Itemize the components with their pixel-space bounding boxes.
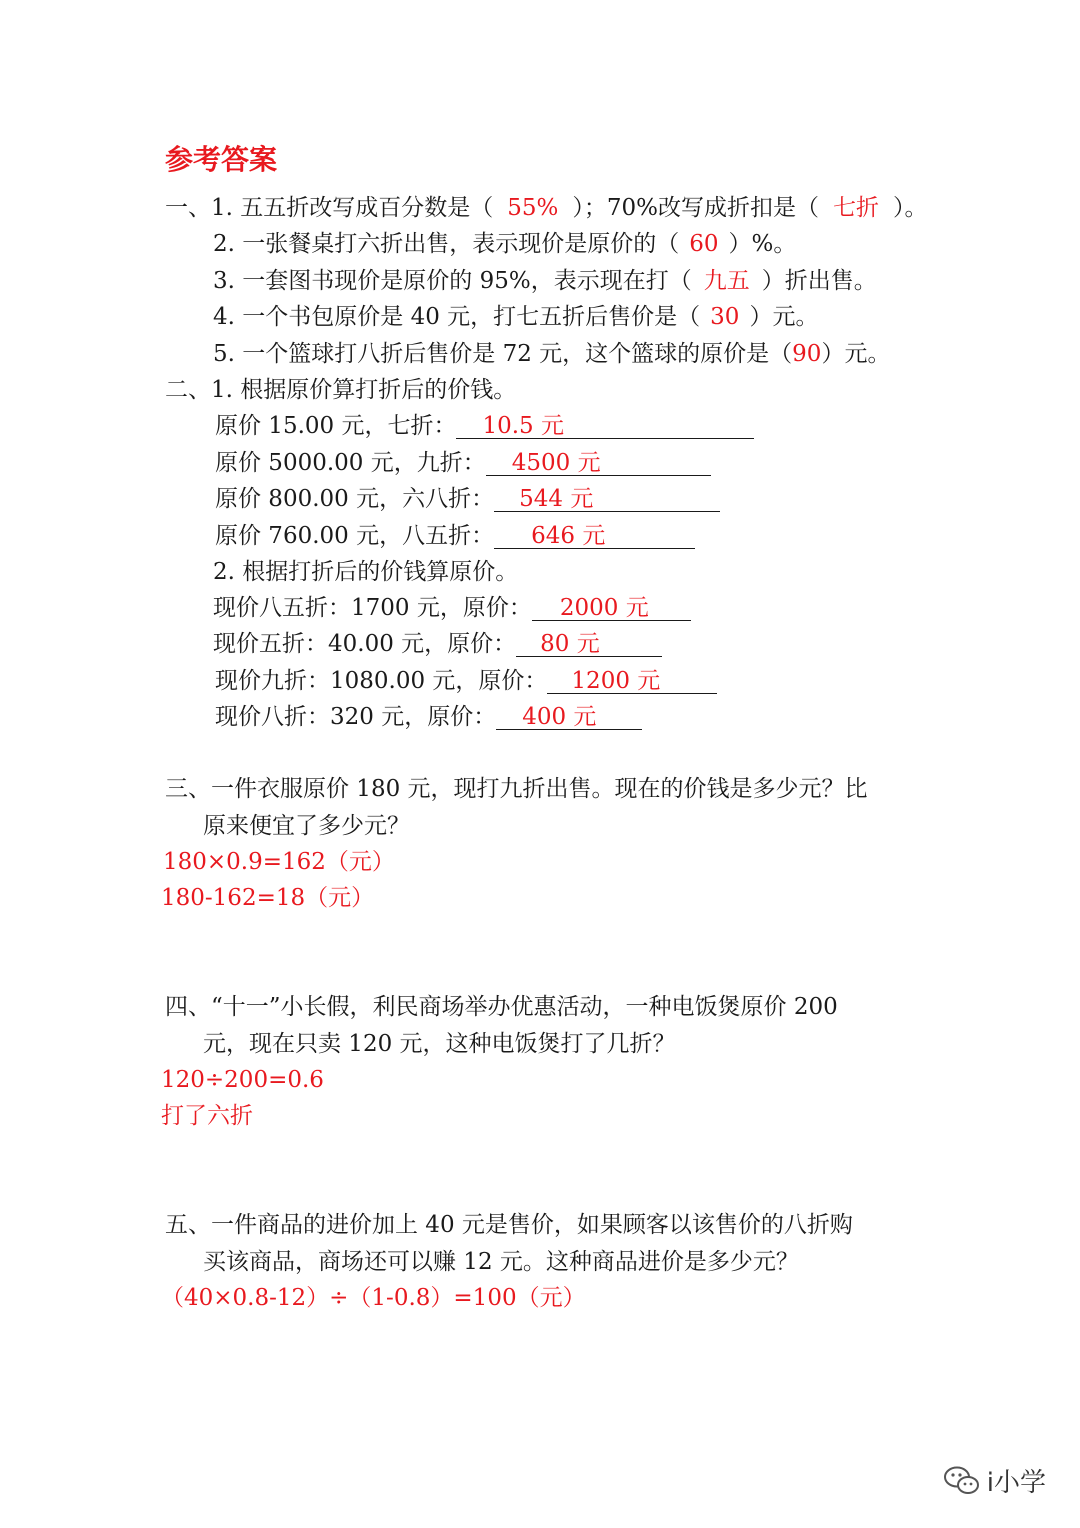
s4-question-line-1: 四、“十一”小长假，利民商场举办优惠活动，一种电饭煲原价 200 xyxy=(165,994,838,1020)
answer: 4500 元 xyxy=(511,450,601,476)
label: 现价八折：320 元，原价： xyxy=(215,704,497,730)
answer: 2000 元 xyxy=(559,595,649,621)
s5-question-line-1: 五、一件商品的进价加上 40 元是售价，如果顾客以该售价的八折购 xyxy=(165,1212,853,1238)
text: ）元。 xyxy=(821,341,891,367)
answer-line xyxy=(486,451,711,476)
s1-question-4 xyxy=(213,302,818,332)
text: ）元。 xyxy=(749,304,819,330)
s2-row-3 xyxy=(215,484,720,514)
s1-question-3 xyxy=(213,266,877,296)
text: 一、1. 五五折改写成百分数是（ xyxy=(165,195,494,221)
text: 3. 一套图书现价是原价的 95%，表示现在打（ xyxy=(213,268,692,294)
s4-answer-2: 打了六折 xyxy=(161,1103,253,1129)
s2-row-1 xyxy=(215,411,754,441)
text: 2. 一张餐桌打六折出售，表示现价是原价的（ xyxy=(213,231,680,257)
s1-question-5 xyxy=(213,339,890,369)
label: 原价 5000.00 元，九折： xyxy=(215,450,486,476)
answer: 400 元 xyxy=(522,704,597,730)
s2-row-5 xyxy=(213,593,691,623)
text: ）；70%改写成折扣是（ xyxy=(572,195,820,221)
s2-heading-2: 2. 根据打折后的价钱算原价。 xyxy=(213,559,519,585)
answer: 10.5 元 xyxy=(482,413,564,439)
text: 4. 一个书包原价是 40 元，打七五折后售价是（ xyxy=(213,304,701,330)
s4-question-line-2: 元，现在只卖 120 元，这种电饭煲打了几折？ xyxy=(203,1031,676,1057)
s3-question-line-1: 三、一件衣服原价 180 元，现打九折出售。现在的价钱是多少元？比 xyxy=(165,776,868,802)
answer: 九五 xyxy=(703,268,750,294)
answer-line xyxy=(456,414,754,439)
answer-1: 55% xyxy=(507,195,559,221)
answer: 646 元 xyxy=(531,523,606,549)
s3-question-line-2: 原来便宜了多少元？ xyxy=(203,813,410,839)
answer-2: 七折 xyxy=(833,195,880,221)
answer-line xyxy=(494,524,695,549)
answer: 60 xyxy=(689,231,719,257)
text: 5. 一个篮球打八折后售价是 72 元，这个篮球的原价是（ xyxy=(213,341,793,367)
answer: 1200 元 xyxy=(571,668,661,694)
s4-answer-1: 120÷200=0.6 xyxy=(161,1067,324,1093)
s2-row-7 xyxy=(215,666,717,696)
answer-line xyxy=(496,705,642,730)
label: 现价八五折：1700 元，原价： xyxy=(213,595,532,621)
label: 原价 760.00 元，八五折： xyxy=(215,523,495,549)
answer: 30 xyxy=(710,304,740,330)
answer: 544 元 xyxy=(519,486,594,512)
page-title: 参考答案 xyxy=(165,143,278,176)
label: 现价九折：1080.00 元，原价： xyxy=(215,668,548,694)
s1-question-1 xyxy=(165,193,928,223)
label: 原价 800.00 元，六八折： xyxy=(215,486,495,512)
s1-question-2 xyxy=(213,229,796,259)
s5-answer-1: （40×0.8-12）÷（1-0.8）=100（元） xyxy=(161,1285,586,1311)
label: 现价五折：40.00 元，原价： xyxy=(213,631,517,657)
s2-row-2 xyxy=(215,448,711,478)
text: ）。 xyxy=(893,195,928,221)
s5-question-line-2: 买该商品，商场还可以赚 12 元。这种商品进价是多少元？ xyxy=(203,1249,799,1275)
answer: 80 元 xyxy=(540,631,600,657)
answer: 90 xyxy=(792,341,822,367)
s2-row-6 xyxy=(213,629,662,659)
watermark-text: i小学 xyxy=(986,1468,1046,1498)
answer-line xyxy=(547,669,717,694)
answer-line xyxy=(516,632,662,657)
s2-row-8 xyxy=(215,702,642,732)
text: ）折出售。 xyxy=(761,268,877,294)
watermark xyxy=(943,1462,1046,1499)
answer-line xyxy=(494,487,720,512)
wechat-icon xyxy=(943,1465,981,1497)
s2-row-4 xyxy=(215,521,695,551)
text: ）%。 xyxy=(728,231,797,257)
s3-answer-2: 180-162=18（元） xyxy=(161,885,375,911)
s3-answer-1: 180×0.9=162（元） xyxy=(163,849,395,875)
answer-line xyxy=(532,596,691,621)
s2-heading-1: 二、1. 根据原价算打折后的价钱。 xyxy=(165,377,517,403)
label: 原价 15.00 元，七折： xyxy=(215,413,457,439)
